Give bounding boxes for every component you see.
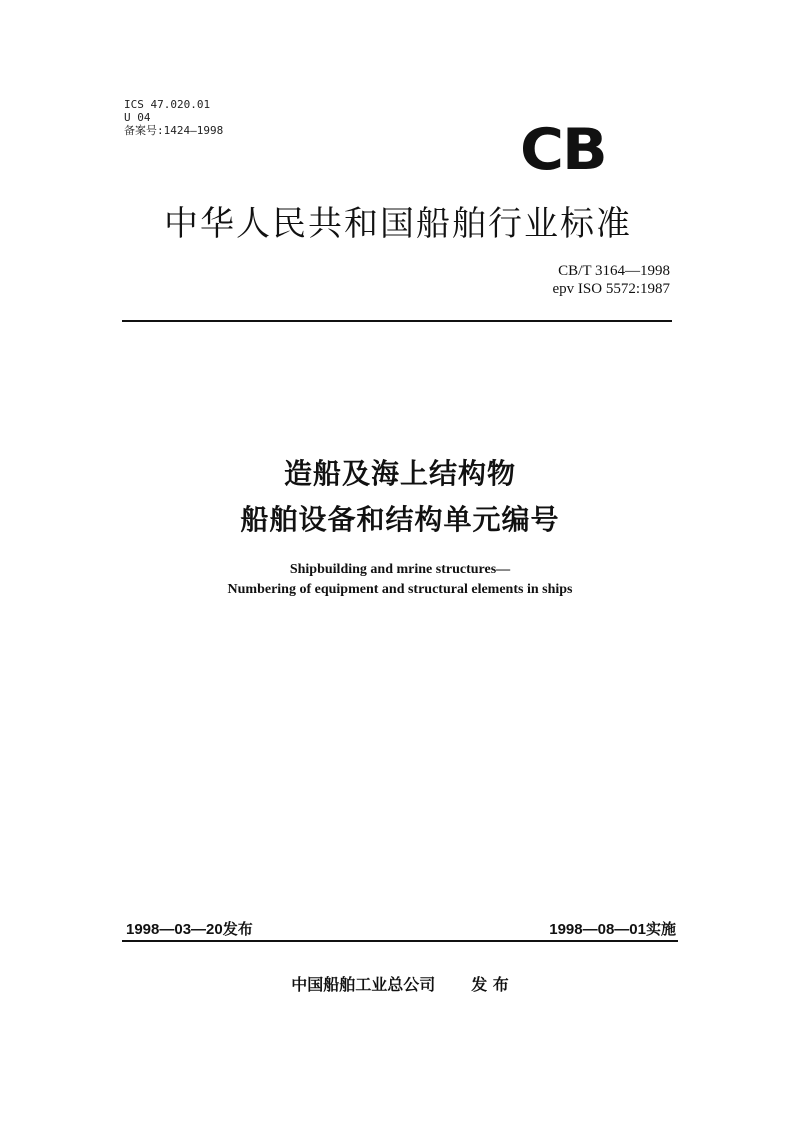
publisher-line (100, 972, 700, 995)
classification-code: U 04 (124, 111, 151, 124)
footer-divider (122, 940, 678, 942)
document-metadata (124, 98, 223, 137)
standard-codes (470, 262, 670, 298)
title-cn-line1: 造船及海上结构物 (283, 457, 516, 490)
header-divider (122, 320, 672, 322)
publish-action: 发 布 (471, 975, 509, 994)
equivalent-standard: epv ISO 5572:1987 (552, 281, 670, 297)
effective-date: 1998—08—01实施 (549, 921, 676, 938)
filing-number: 备案号:1424—1998 (124, 124, 224, 137)
standard-number: CB/T 3164—1998 (558, 263, 670, 279)
standard-category-title: 中华人民共和国船舶行业标准 (164, 204, 632, 244)
title-en-line1: Shipbuilding and mrine structures— (289, 562, 511, 577)
title-en-line2: Numbering of equipment and structural elements in ships (227, 582, 573, 597)
issue-date: 1998—03—20发布 (126, 921, 253, 938)
title-cn-line2: 船舶设备和结构单元编号 (240, 503, 560, 536)
ics-code: ICS 47.020.01 (124, 98, 211, 111)
cb-logo: CB (520, 116, 606, 184)
publisher-name: 中国船舶工业总公司 (291, 975, 436, 994)
